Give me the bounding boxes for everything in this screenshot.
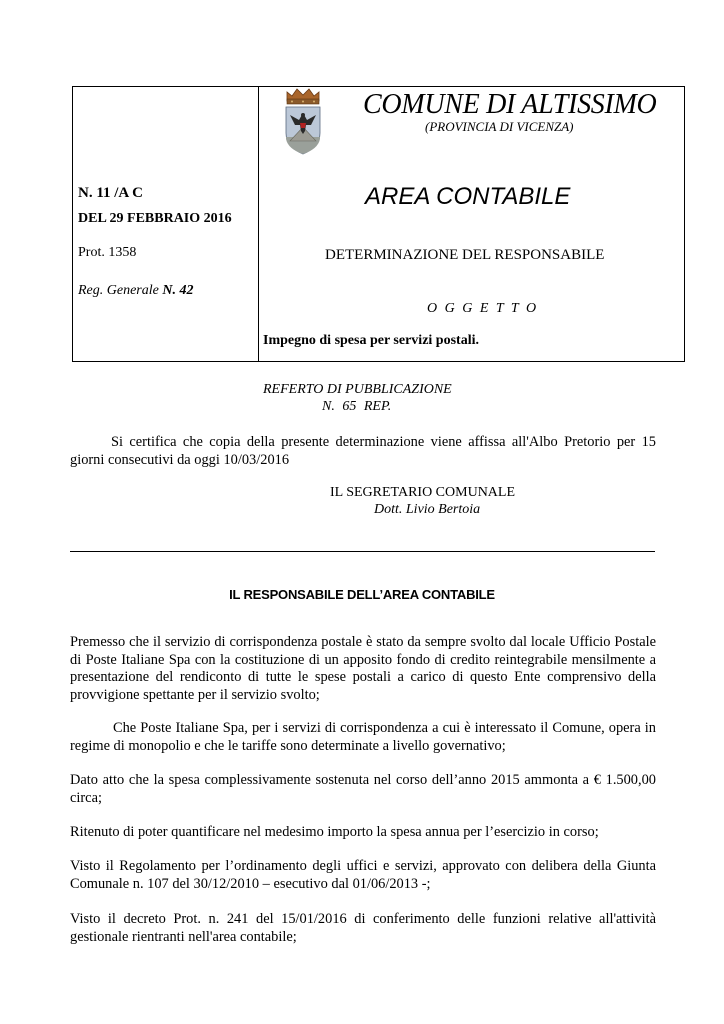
general-register-number: N. 42: [162, 283, 194, 298]
paragraph-decreto: Visto il decreto Prot. n. 241 del 15/01/2016 di conferimento delle funzioni relative all'attività gestionale rientranti nell'area contabile;: [70, 911, 656, 945]
secretary-title: IL SEGRETARIO COMUNALE: [330, 485, 516, 500]
determination-date: DEL 29 FEBBRAIO 2016: [78, 211, 232, 226]
header-left-column: [73, 87, 259, 361]
area-title: AREA CONTABILE: [365, 183, 571, 210]
municipality-name: COMUNE DI ALTISSIMO: [363, 89, 657, 120]
section-divider: [70, 551, 655, 552]
general-register: [78, 283, 193, 299]
general-register-label: Reg. Generale: [78, 283, 163, 298]
subject-label: O G G E T T O: [427, 301, 539, 316]
determination-number: N. 11 /A C: [78, 185, 144, 201]
publication-report-number: N. 65 REP.: [322, 399, 392, 414]
protocol-number: Prot. 1358: [78, 245, 137, 260]
paragraph-dato-atto: Dato atto che la spesa complessivamente sostenuta nel corso dell’anno 2015 ammonta a € 1.500,00 circa;: [70, 772, 656, 806]
subject-text: Impegno di spesa per servizi postali.: [263, 333, 479, 348]
municipal-coat-of-arms-icon: [278, 87, 328, 157]
province-name: (PROVINCIA DI VICENZA): [425, 119, 574, 134]
responsible-title: IL RESPONSABILE DELL’AREA CONTABILE: [229, 587, 495, 602]
paragraph-premesso: Premesso che il servizio di corrispondenza postale è stato da sempre svolto dal locale Ufficio Postale di Poste Italiane Spa con la costituzione di un apposito fondo di credito reintegrabile mensilmente a presentazione del rendiconto di tutte le spese postali a carico di questo Ente comprensivo della provvigione spettante per il servizio svolto;: [70, 634, 656, 704]
publication-certification: Si certifica che copia della presente determinazione viene affissa all'Albo Pretorio per 15 giorni consecutivi da oggi 10/03/2016: [70, 434, 656, 468]
paragraph-ritenuto: Ritenuto di poter quantificare nel medesimo importo la spesa annua per l’esercizio in corso;: [70, 824, 599, 840]
header-box: [72, 86, 685, 362]
secretary-name: Dott. Livio Bertoia: [374, 502, 481, 517]
publication-report-title: REFERTO DI PUBBLICAZIONE: [263, 382, 452, 397]
paragraph-regolamento: Visto il Regolamento per l’ordinamento degli uffici e servizi, approvato con delibera della Giunta Comunale n. 107 del 30/12/2010 – esecutivo dal 01/06/2013 -;: [70, 858, 656, 892]
determination-type: DETERMINAZIONE DEL RESPONSABILE: [325, 247, 605, 263]
paragraph-poste-italiane: Che Poste Italiane Spa, per i servizi di corrispondenza a cui è interessato il Comune, opera in regime di monopolio e che le tariffe sono determinate a livello governativo;: [70, 720, 656, 754]
